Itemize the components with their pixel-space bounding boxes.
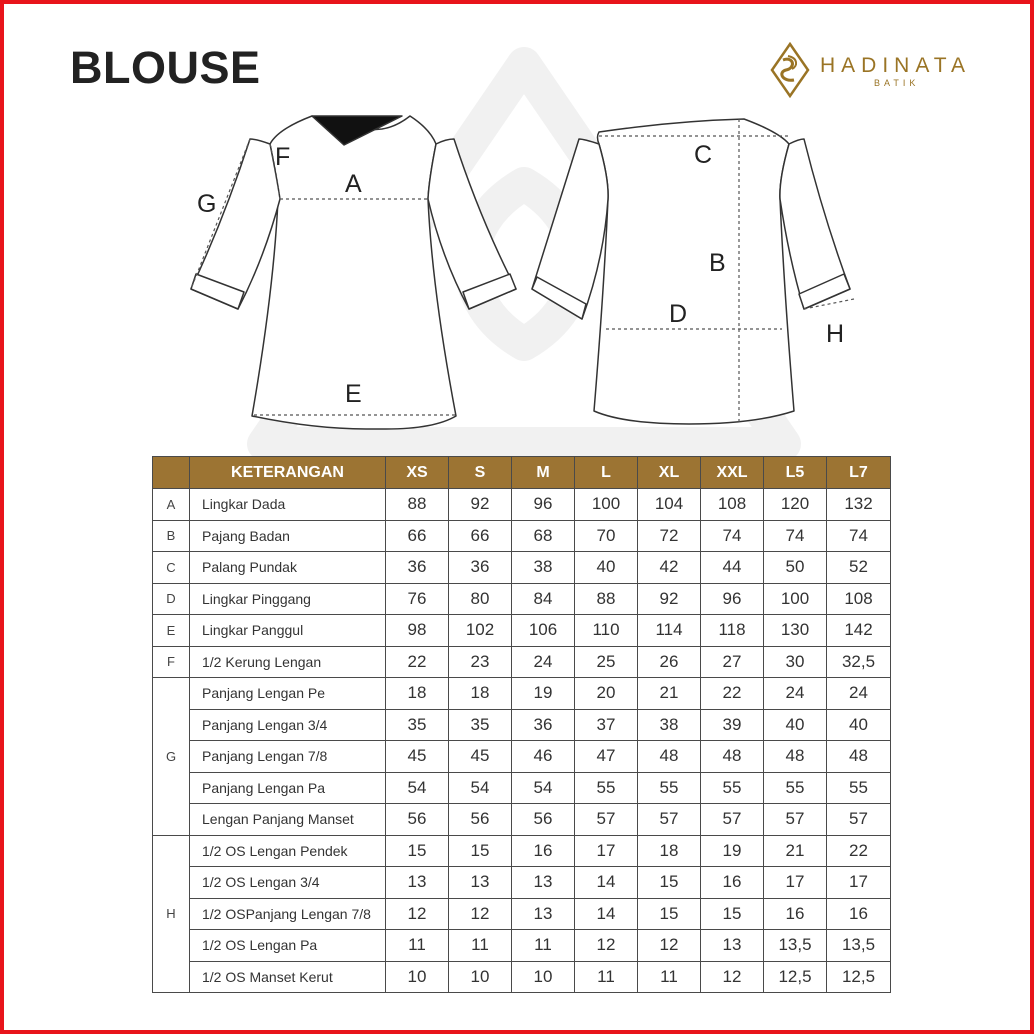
size-value-cell: 57 (575, 804, 638, 836)
table-header-xl: XL (638, 457, 701, 489)
size-value-cell: 18 (638, 835, 701, 867)
size-value-cell: 50 (764, 552, 827, 584)
table-row (153, 835, 891, 867)
size-value-cell: 22 (827, 835, 891, 867)
size-value-cell: 54 (386, 772, 449, 804)
row-description-cell: 1/2 OS Manset Kerut (190, 961, 386, 993)
table-row (153, 583, 891, 615)
row-description-cell: Panjang Lengan 7/8 (190, 741, 386, 773)
size-value-cell: 11 (512, 930, 575, 962)
size-value-cell: 15 (638, 867, 701, 899)
table-header-keterangan: KETERANGAN (190, 457, 386, 489)
table-header-m: M (512, 457, 575, 489)
size-value-cell: 12 (701, 961, 764, 993)
table-row (153, 646, 891, 678)
size-value-cell: 102 (449, 615, 512, 647)
size-value-cell: 80 (449, 583, 512, 615)
size-value-cell: 42 (638, 552, 701, 584)
table-row (153, 930, 891, 962)
row-description-cell: Panjang Lengan Pe (190, 678, 386, 710)
size-value-cell: 57 (638, 804, 701, 836)
table-header-l: L (575, 457, 638, 489)
size-value-cell: 39 (701, 709, 764, 741)
size-value-cell: 20 (575, 678, 638, 710)
size-value-cell: 22 (386, 646, 449, 678)
size-value-cell: 106 (512, 615, 575, 647)
size-value-cell: 12 (386, 898, 449, 930)
size-value-cell: 40 (575, 552, 638, 584)
table-row (153, 741, 891, 773)
row-code-cell: F (153, 646, 190, 678)
table-row (153, 520, 891, 552)
size-value-cell: 120 (764, 489, 827, 521)
size-value-cell: 17 (764, 867, 827, 899)
table-header-s: S (449, 457, 512, 489)
table-row (153, 804, 891, 836)
size-value-cell: 38 (512, 552, 575, 584)
size-value-cell: 98 (386, 615, 449, 647)
size-value-cell: 24 (512, 646, 575, 678)
size-value-cell: 25 (575, 646, 638, 678)
table-header-code (153, 457, 190, 489)
size-value-cell: 15 (701, 898, 764, 930)
size-value-cell: 48 (701, 741, 764, 773)
size-value-cell: 19 (701, 835, 764, 867)
row-code-cell: E (153, 615, 190, 647)
size-value-cell: 16 (701, 867, 764, 899)
size-value-cell: 40 (764, 709, 827, 741)
size-value-cell: 48 (764, 741, 827, 773)
size-value-cell: 10 (512, 961, 575, 993)
size-value-cell: 11 (386, 930, 449, 962)
size-value-cell: 55 (827, 772, 891, 804)
size-value-cell: 12 (449, 898, 512, 930)
size-value-cell: 47 (575, 741, 638, 773)
diagram-label-g: G (197, 190, 217, 218)
diagram-label-b: B (709, 249, 726, 277)
size-value-cell: 36 (512, 709, 575, 741)
size-value-cell: 17 (827, 867, 891, 899)
size-value-cell: 35 (449, 709, 512, 741)
size-value-cell: 57 (764, 804, 827, 836)
size-value-cell: 12,5 (764, 961, 827, 993)
size-value-cell: 92 (638, 583, 701, 615)
size-value-cell: 46 (512, 741, 575, 773)
table-header-row (153, 457, 891, 489)
size-value-cell: 36 (449, 552, 512, 584)
size-value-cell: 45 (386, 741, 449, 773)
size-value-cell: 56 (449, 804, 512, 836)
row-description-cell: 1/2 Kerung Lengan (190, 646, 386, 678)
page-title: BLOUSE (70, 42, 261, 93)
size-value-cell: 13 (701, 930, 764, 962)
diagram-label-d: D (669, 300, 688, 328)
row-description-cell: Lingkar Dada (190, 489, 386, 521)
size-value-cell: 11 (575, 961, 638, 993)
size-value-cell: 37 (575, 709, 638, 741)
row-code-cell: D (153, 583, 190, 615)
brand-emblem-icon (770, 42, 810, 98)
size-value-cell: 54 (512, 772, 575, 804)
size-value-cell: 17 (575, 835, 638, 867)
size-value-cell: 45 (449, 741, 512, 773)
size-value-cell: 57 (701, 804, 764, 836)
row-description-cell: Palang Pundak (190, 552, 386, 584)
size-value-cell: 13 (386, 867, 449, 899)
size-chart-body (153, 489, 891, 993)
size-value-cell: 52 (827, 552, 891, 584)
table-row (153, 489, 891, 521)
diagram-label-a: A (345, 170, 362, 198)
size-value-cell: 74 (827, 520, 891, 552)
size-value-cell: 12,5 (827, 961, 891, 993)
size-value-cell: 130 (764, 615, 827, 647)
size-value-cell: 40 (827, 709, 891, 741)
size-value-cell: 72 (638, 520, 701, 552)
size-value-cell: 74 (701, 520, 764, 552)
table-row (153, 709, 891, 741)
size-value-cell: 23 (449, 646, 512, 678)
size-value-cell: 19 (512, 678, 575, 710)
size-value-cell: 118 (701, 615, 764, 647)
diagram-label-h: H (826, 320, 845, 348)
size-value-cell: 84 (512, 583, 575, 615)
size-value-cell: 15 (386, 835, 449, 867)
row-code-cell: B (153, 520, 190, 552)
size-value-cell: 18 (449, 678, 512, 710)
row-code-cell: H (153, 835, 190, 993)
table-row (153, 615, 891, 647)
size-value-cell: 66 (386, 520, 449, 552)
size-value-cell: 104 (638, 489, 701, 521)
size-value-cell: 32,5 (827, 646, 891, 678)
table-row (153, 678, 891, 710)
size-value-cell: 15 (638, 898, 701, 930)
row-description-cell: Lingkar Pinggang (190, 583, 386, 615)
table-row (153, 961, 891, 993)
size-value-cell: 35 (386, 709, 449, 741)
size-value-cell: 55 (701, 772, 764, 804)
size-value-cell: 68 (512, 520, 575, 552)
table-row (153, 867, 891, 899)
size-value-cell: 55 (764, 772, 827, 804)
size-value-cell: 10 (449, 961, 512, 993)
size-value-cell: 96 (701, 583, 764, 615)
size-value-cell: 24 (764, 678, 827, 710)
size-value-cell: 11 (638, 961, 701, 993)
size-value-cell: 27 (701, 646, 764, 678)
size-value-cell: 16 (764, 898, 827, 930)
table-row (153, 772, 891, 804)
size-value-cell: 92 (449, 489, 512, 521)
size-value-cell: 56 (512, 804, 575, 836)
size-value-cell: 57 (827, 804, 891, 836)
size-value-cell: 110 (575, 615, 638, 647)
size-value-cell: 16 (827, 898, 891, 930)
size-value-cell: 13 (512, 898, 575, 930)
row-description-cell: 1/2 OS Lengan 3/4 (190, 867, 386, 899)
table-row (153, 552, 891, 584)
row-description-cell: Lingkar Panggul (190, 615, 386, 647)
table-header-l5: L5 (764, 457, 827, 489)
size-value-cell: 48 (827, 741, 891, 773)
size-value-cell: 108 (827, 583, 891, 615)
row-description-cell: Panjang Lengan Pa (190, 772, 386, 804)
size-value-cell: 21 (764, 835, 827, 867)
row-description-cell: 1/2 OS Lengan Pendek (190, 835, 386, 867)
size-value-cell: 12 (575, 930, 638, 962)
diagram-label-c: C (694, 141, 713, 169)
row-code-cell: A (153, 489, 190, 521)
row-description-cell: Lengan Panjang Manset (190, 804, 386, 836)
size-value-cell: 88 (386, 489, 449, 521)
size-value-cell: 24 (827, 678, 891, 710)
size-value-cell: 13 (449, 867, 512, 899)
size-value-cell: 100 (575, 489, 638, 521)
size-value-cell: 16 (512, 835, 575, 867)
size-value-cell: 13,5 (827, 930, 891, 962)
row-description-cell: Pajang Badan (190, 520, 386, 552)
size-value-cell: 55 (638, 772, 701, 804)
size-value-cell: 30 (764, 646, 827, 678)
size-value-cell: 100 (764, 583, 827, 615)
size-value-cell: 108 (701, 489, 764, 521)
size-value-cell: 44 (701, 552, 764, 584)
size-value-cell: 36 (386, 552, 449, 584)
size-value-cell: 55 (575, 772, 638, 804)
size-value-cell: 70 (575, 520, 638, 552)
table-header-xxl: XXL (701, 457, 764, 489)
row-description-cell: Panjang Lengan 3/4 (190, 709, 386, 741)
size-value-cell: 26 (638, 646, 701, 678)
size-value-cell: 13 (512, 867, 575, 899)
size-value-cell: 15 (449, 835, 512, 867)
size-value-cell: 48 (638, 741, 701, 773)
size-value-cell: 114 (638, 615, 701, 647)
size-value-cell: 18 (386, 678, 449, 710)
row-description-cell: 1/2 OS Lengan Pa (190, 930, 386, 962)
diagram-label-f: F (275, 143, 291, 171)
row-description-cell: 1/2 OSPanjang Lengan 7/8 (190, 898, 386, 930)
size-value-cell: 66 (449, 520, 512, 552)
size-value-cell: 14 (575, 898, 638, 930)
row-code-cell: G (153, 678, 190, 836)
brand-logo (770, 40, 990, 100)
size-value-cell: 96 (512, 489, 575, 521)
size-value-cell: 88 (575, 583, 638, 615)
table-row (153, 898, 891, 930)
size-value-cell: 21 (638, 678, 701, 710)
size-value-cell: 74 (764, 520, 827, 552)
blouse-measurement-diagram (174, 99, 874, 444)
size-value-cell: 38 (638, 709, 701, 741)
size-value-cell: 54 (449, 772, 512, 804)
size-value-cell: 142 (827, 615, 891, 647)
size-value-cell: 10 (386, 961, 449, 993)
size-value-cell: 12 (638, 930, 701, 962)
size-chart-table (152, 456, 891, 993)
size-value-cell: 76 (386, 583, 449, 615)
size-value-cell: 56 (386, 804, 449, 836)
table-header-l7: L7 (827, 457, 891, 489)
size-value-cell: 22 (701, 678, 764, 710)
row-code-cell: C (153, 552, 190, 584)
diagram-label-e: E (345, 380, 362, 408)
size-value-cell: 14 (575, 867, 638, 899)
brand-name: HADINATA (820, 54, 972, 77)
size-value-cell: 132 (827, 489, 891, 521)
size-value-cell: 13,5 (764, 930, 827, 962)
table-header-xs: XS (386, 457, 449, 489)
brand-subtitle: BATIK (874, 78, 920, 88)
size-value-cell: 11 (449, 930, 512, 962)
